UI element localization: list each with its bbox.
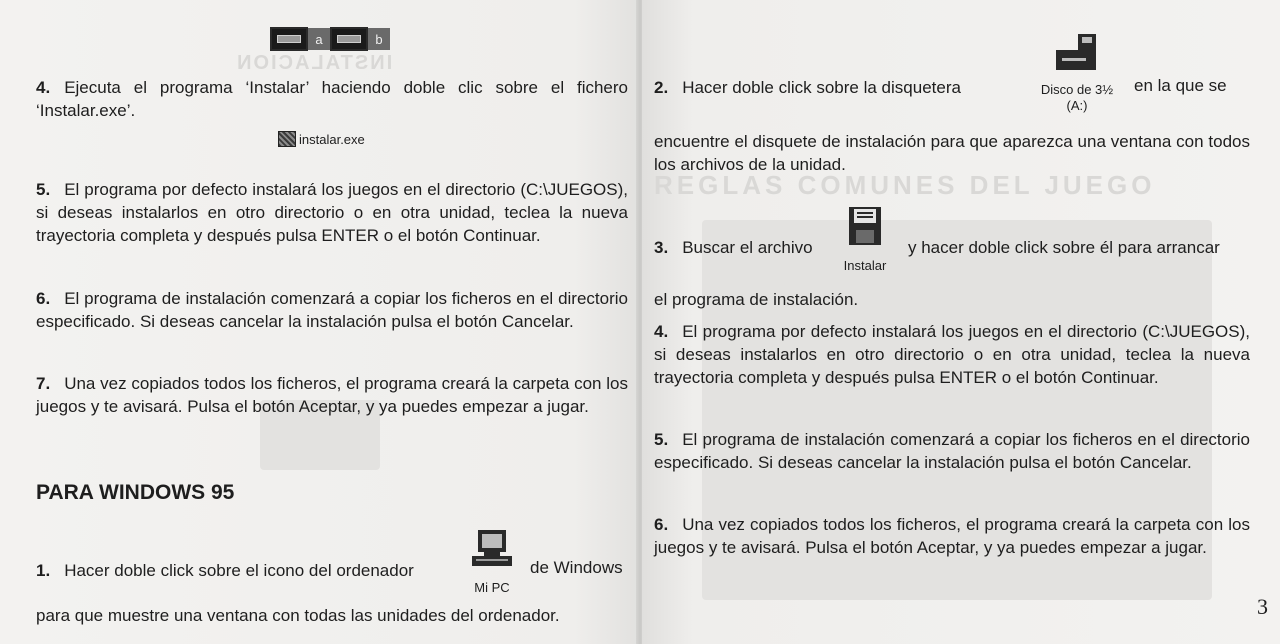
page-number: 3 — [1257, 594, 1268, 619]
step-3-post: y hacer doble click sobre él para arrancar — [908, 238, 1220, 257]
my-computer-label: Mi PC — [474, 580, 510, 595]
step-2-post: en la que se — [1134, 76, 1227, 95]
floppy-drive-icon — [1052, 32, 1100, 72]
drive-b-label: b — [368, 28, 390, 50]
my-computer-icon — [470, 528, 514, 568]
step-number: 4. — [654, 322, 669, 341]
step-number: 3. — [654, 238, 669, 257]
floppy-disk-icon — [848, 206, 882, 246]
step-text: El programa por defecto instalará los juegos en el directorio (C:\JUEGOS), si deseas instalarlos en otro directorio o en otra unidad, teclea la nueva trayectoria completa y después pulsa ENTER o el botón Continuar. — [36, 180, 628, 245]
step-text-pre: Buscar el archivo — [682, 238, 813, 257]
step-5-paragraph — [654, 428, 1250, 474]
step-number: 6. — [654, 515, 669, 534]
step-2-line — [654, 76, 961, 99]
step-7-paragraph — [36, 372, 628, 418]
step-number: 2. — [654, 78, 669, 97]
show-through-heading: INSTALACION — [235, 52, 393, 74]
step-5-paragraph — [36, 178, 628, 247]
step-6-paragraph — [654, 513, 1250, 559]
right-page — [642, 0, 1280, 644]
w95-step-1-post: de Windows — [530, 558, 623, 577]
step-number: 7. — [36, 374, 51, 393]
step-text: El programa de instalación comenzará a copiar los ficheros en el directorio especificado. Si deseas cancelar la instalación pulsa el botón Cancelar. — [36, 289, 628, 331]
step-4-paragraph — [36, 76, 628, 122]
floppy-drive-a-icon — [270, 27, 308, 51]
floppy-drive-label-line-2: (A:) — [1066, 98, 1088, 113]
step-number: 4. — [36, 78, 51, 97]
w95-step-1-continuation: para que muestre una ventana con todas las unidades del ordenador. — [36, 606, 560, 625]
floppy-drive-label — [1032, 82, 1122, 114]
instalar-exe-file — [278, 131, 365, 147]
step-text: Una vez copiados todos los ficheros, el programa creará la carpeta con los juegos y te avisará. Pulsa el botón Aceptar, y ya puedes empezar a jugar. — [654, 515, 1250, 557]
step-text: Una vez copiados todos los ficheros, el programa creará la carpeta con los juegos y te avisará. Pulsa el botón Aceptar, y ya puedes empezar a jugar. — [36, 374, 628, 416]
left-page — [0, 0, 638, 644]
step-number: 5. — [36, 180, 51, 199]
step-text-pre: Hacer doble click sobre el icono del ordenador — [64, 561, 414, 580]
step-text: El programa por defecto instalará los juegos en el directorio (C:\JUEGOS), si deseas instalarlos en otro directorio o en otra unidad, teclea la nueva trayectoria completa y después pulsa ENTER o el botón Continuar. — [654, 322, 1250, 387]
executable-file-icon — [278, 131, 296, 147]
floppy-drive-label-line-1: Disco de 3½ — [1040, 82, 1114, 97]
show-through-heading: REGLAS COMUNES DEL JUEGO — [654, 170, 1156, 200]
step-number: 1. — [36, 561, 51, 580]
step-text: Ejecuta el programa ‘Instalar’ haciendo doble clic sobre el fichero ‘Instalar.exe’. — [36, 78, 628, 120]
step-6-paragraph — [36, 287, 628, 333]
step-3-line — [654, 236, 813, 259]
w95-step-1-line — [36, 559, 414, 582]
step-number: 5. — [654, 430, 669, 449]
step-number: 6. — [36, 289, 51, 308]
instalar-file-label: Instalar — [843, 258, 887, 273]
section-heading: PARA WINDOWS 95 — [36, 481, 235, 504]
step-3-continuation: el programa de instalación. — [654, 290, 859, 309]
file-label: instalar.exe — [299, 131, 365, 147]
drive-icons — [270, 27, 390, 51]
step-2-continuation: encuentre el disquete de instalación para que aparezca una ventana con todos los archivos de la unidad. — [654, 132, 1250, 174]
step-text-pre: Hacer doble click sobre la disquetera — [682, 78, 961, 97]
step-text: El programa de instalación comenzará a copiar los ficheros en el directorio especificado. Si deseas cancelar la instalación pulsa el botón Cancelar. — [654, 430, 1250, 472]
step-4-paragraph — [654, 320, 1250, 389]
drive-a-label: a — [308, 28, 330, 50]
floppy-drive-b-icon — [330, 27, 368, 51]
